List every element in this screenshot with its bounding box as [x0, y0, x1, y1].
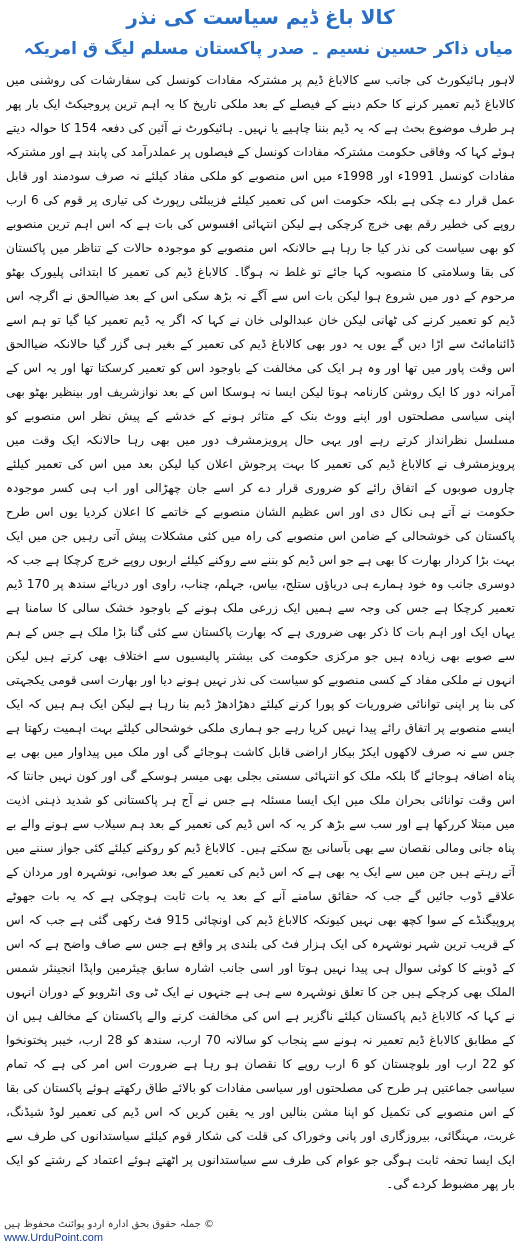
- article-title: کالا باغ ڈیم سیاست کی نذر: [126, 5, 395, 29]
- copyright-notice: © جملہ حقوق بحق ادارہ اردو پوائنٹ محفوظ ہیں: [4, 1219, 215, 1230]
- author-line: میاں ذاکر حسین نسیم ۔ صدر پاکستان مسلم لیگ ق امریکہ: [23, 39, 513, 59]
- article-body: [6, 68, 515, 1226]
- site-link[interactable]: www.UrduPoint.com: [4, 1232, 104, 1244]
- article-paragraph: لاہور ہائیکورٹ کی جانب سے کالاباغ ڈیم پر مشترکہ مفادات کونسل کی سفارشات کی روشنی میں کالاباغ ڈیم تعمیر کرنے کا حکم دینے کے فیصلے کے بعد ملکی تاریخ کا یہ اہم ترین پروجیکٹ ایک بار پھر ہر طرف موضوع بحث ہے کہ یہ ڈیم بننا چاہیے یا نہیں۔ ہائیکورٹ نے آئین کی دفعہ 154 کا حوالہ دیتے ہوئے کہا کہ وفاقی حکومت مشترکہ مفادات کونسل کے فیصلوں پر عملدرآمد کی پابند ہے اور مشترکہ مفادات کونسل 1991ء اور 1998ء میں اس منصوبے کو ملکی مفاد کیلئے نہ صرف سودمند اور قابل عمل قرار دے چکی ہے بلکہ حکومت اس کی تعمیر کیلئے فزیبلٹی رپورٹ کی تیاری پر قوم کی 6 ارب روپے کی خطیر رقم بھی خرچ کرچکی ہے لیکن انتہائی افسوس کی بات ہے کہ اس اہم ترین منصوبے کو بھی سیاست کی نذر کیا جا رہا ہے حالانکہ اس منصوبے کو موجودہ حالات کے تناظر میں پاکستان کی بقا وسلامتی کا منصوبہ کہا جائے تو غلط نہ ہوگا۔ کالاباغ ڈیم کی تعمیر کا ابتدائی پلیورک بھٹو مرحوم کے دور میں شروع ہوا لیکن بات اس سے آگے نہ بڑھ سکی اس کے بعد ضیاالحق نے اگرچہ اس ڈیم کو تعمیر کرنے کی ٹھانی لیکن خان عبدالولی خان نے کہا کہ اگر یہ ڈیم تعمیر کیا گیا تو ہم اسے ڈائنامائٹ سے اڑا دیں گے یوں یہ دور بھی کالاباغ ڈیم کی تعمیر کے بغیر ہی گزر گیا حالانکہ ضیاالحق اس وقت پاور میں تھا اور وہ ہر ایک کی مخالفت کے باوجود اس کو تعمیر کرسکتا تھا اور یہ اس کے آمرانہ دور کا ایک روشن کارنامہ ہوتا لیکن ایسا نہ ہوسکا اس کے بعد نوازشریف اور بینظیر بھٹو بھی اپنی سیاسی مصلحتوں اور اپنے ووٹ بنک کے متاثر ہونے کے خدشے کے پیش نظر اس منصوبے کو مسلسل نظرانداز کرتے رہے اور یہی حال پرویزمشرف دور میں بھی رہا حالانکہ ایک وقت میں پرویزمشرف نے کالاباغ ڈیم کی تعمیر کا بہت پرجوش اعلان کیا لیکن بعد میں اس کی تعمیر کیلئے چاروں صوبوں کے اتفاق رائے کو ضروری قرار دے کر اسے جان چھڑالی اور اب ہی کسر موجودہ حکومت نے آتے ہی نکال دی اور اس عظیم الشان منصوبے کے خاتمے کا اعلان کردیا یوں اس طرح پاکستان کی خوشحالی کے ضامن اس منصوبے کی راہ میں کئی مشکلات پیش آتی رہیں جن میں ایک بہت بڑا کردار بھارت کا بھی ہے جو اس ڈیم کو بننے سے روکنے کیلئے اربوں روپے خرچ کرچکا ہے جب کہ دوسری جانب وہ خود ہمارے ہی دریاؤں ستلج، بیاس، جہلم، چناب، راوی اور دریائے سندھ پر 170 ڈیم تعمیر کرچکا ہے جس کی وجہ سے ہمیں ایک زرعی ملک ہونے کے باوجود خشک سالی کا سامنا ہے یہاں ایک اور اہم بات کا ذکر بھی ضروری ہے کہ بھارت پاکستان سے کئی گنا بڑا ملک ہے جس کے ہم سے صوبے بھی زیادہ ہیں جو مرکزی حکومت کی بیشتر پالیسیوں سے اختلاف بھی کرتے ہیں لیکن انہوں نے ملکی مفاد کے کسی منصوبے کو سیاست کی نذر نہیں ہونے دیا اور بھارت اسی قومی یکجہتی کی بنا پر اپنی توانائی ضروریات کو پورا کرنے کیلئے دھڑادھڑ ڈیم بنا رہا ہے لیکن ایک ہم ہیں کہ ایک ایسے منصوبے پر اتفاق رائے پیدا نہیں کرپا رہے جو ہماری ملکی خوشحالی کیلئے بہت اہمیت رکھتا ہے جس سے نہ صرف لاکھوں ایکڑ بیکار اراضی قابل کاشت ہوجائے گی اور ملک میں پیداوار میں بھی بے پناہ اضافہ ہوجائے گا بلکہ ملک کو انتہائی سستی بجلی بھی میسر ہوسکے گی اور کون نہیں جانتا کہ اس وقت توانائی بحران ملک میں ایک ایسا مسئلہ ہے جس نے آج ہر پاکستانی کو شدید ذہنی اذیت میں مبتلا کررکھا ہے اور سب سے بڑھ کر یہ کہ اس ڈیم کی تعمیر کے بعد ہم سیلاب سے ہونے والے بے پناہ جانی ومالی نقصان سے بھی بآسانی بچ سکتے ہیں۔ کالاباغ ڈیم کو روکنے کیلئے کئی جواز سننے میں آتے رہتے ہیں جن میں سے ایک یہ بھی ہے کہ اس ڈیم کی تعمیر کے بعد صوابی، نوشہرہ اور مردان کے علاقے ڈوب جائیں گے جب کہ حقائق سامنے آنے کے بعد یہ بات ثابت ہوچکی ہے کہ یہ بات جھوٹے پروپیگنڈے کے سوا کچھ بھی نہیں کیونکہ کالاباغ ڈیم کی اونچائی 915 فٹ رکھی گئی ہے جب کہ اس کے قریب ترین شہر نوشہرہ کی ایک ہزار فٹ کی بلندی پر واقع ہے جس سے صاف واضح ہے کہ اس کے ڈوبنے کا کوئی سوال ہی پیدا نہیں ہوتا اور اسی جانب اشارہ سابق چیئرمین واپڈا انجینئر شمس الملک بھی کرچکے ہیں جن کا تعلق نوشہرہ سے ہی ہے جنہوں نے ایک ٹی وی انٹرویو کے دوران انہوں نے کہا کہ کالاباغ ڈیم پاکستان کیلئے ناگزیر ہے اس کی مخالفت کرنے والے پاکستان کے مخالف ہیں ان کے مطابق کالاباغ ڈیم تعمیر نہ ہونے سے پنجاب کو سالانہ 70 ارب، سندھ کو 28 ارب، خیبر پختونخوا کو 22 ارب اور بلوچستان کو 6 ارب روپے کا نقصان ہو رہا ہے ضرورت اس امر کی ہے کہ تمام سیاسی جماعتیں ہر طرح کی مصلحتوں اور سیاسی مفادات کو بالائے طاق رکھتے ہوئے پاکستان کی بقا کے اس منصوبے کی تکمیل کو اپنا مشن بنالیں اور یہ یقین کریں کہ اس ڈیم کی تعمیر لوڈ شیڈنگ، غربت، مہنگائی، بیروزگاری اور پانی وخوراک کی قلت کی شکار قوم کیلئے سیاستدانوں کی طرف سے ایک ایسا تحفہ ثابت ہوگی جو عوام کی طرف سے سیاستدانوں پر اٹھتے ہوئے اعتماد کے رشتے کو ایک بار پھر مضبوط کردے گی۔: [6, 73, 515, 1191]
